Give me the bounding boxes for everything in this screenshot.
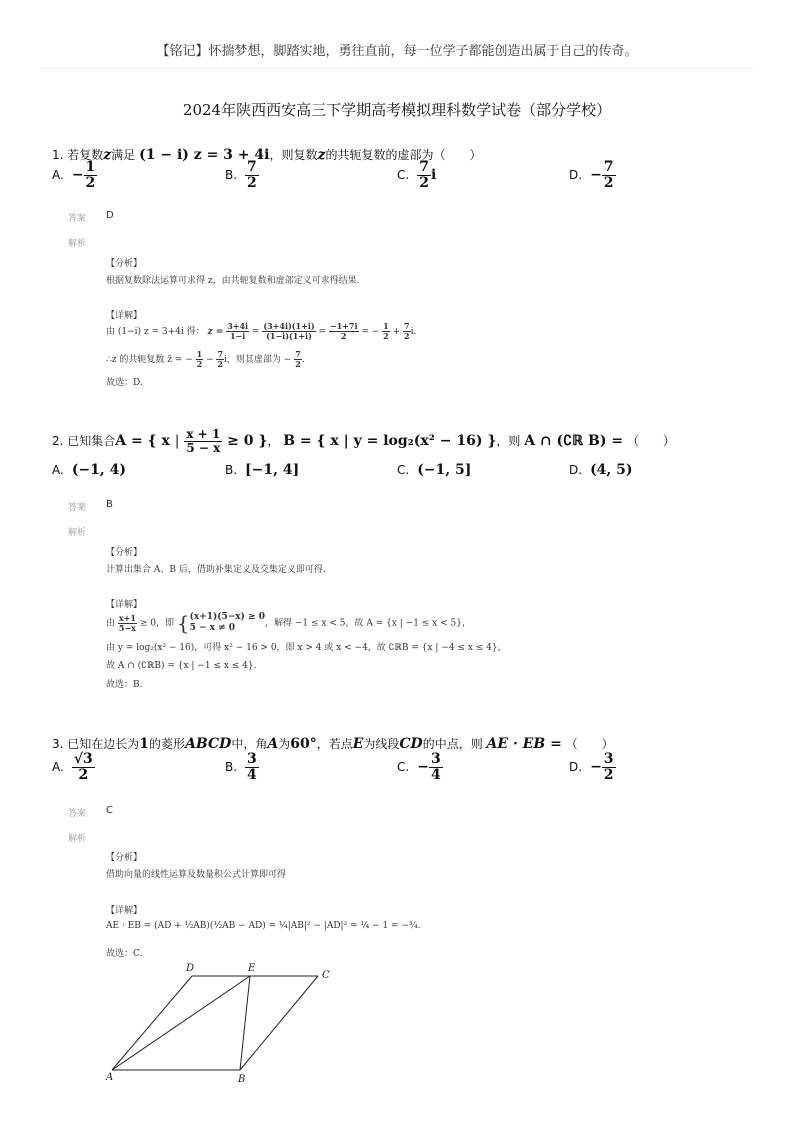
vertex-b-label: B <box>238 1074 246 1084</box>
question-1-option-c[interactable] <box>397 160 436 190</box>
detail-line-3: 故 A ∩ (∁ℝB) = {x | −1 ≤ x ≤ 4}. <box>106 661 257 671</box>
numerator: −1+7i <box>329 321 358 331</box>
question-3-option-c[interactable] <box>397 752 443 782</box>
xiangjie-heading: 【详解】 <box>106 600 143 610</box>
answer-value: D <box>106 210 114 221</box>
option-fraction <box>417 160 431 190</box>
vertex-c-label: C <box>322 970 330 981</box>
numerator: √3 <box>73 751 93 767</box>
point-e-label: E <box>248 963 256 974</box>
denominator: 2 <box>295 358 301 369</box>
xiangjie-heading: 【详解】 <box>106 311 143 321</box>
math-var: A <box>267 736 279 752</box>
fenxi-text: 借助向量的线性运算及数量积公式计算即可得 <box>106 870 287 880</box>
option-label: A. <box>52 462 64 477</box>
answer-key-label: 答案 <box>68 503 87 513</box>
detail-line-2: ∴z 的共轭复数 z̄ = − $\frac{1}{2}$ − $\frac{7}{2}$ i，则其虚部为 − $\frac{7}{2}$ . <box>106 349 305 369</box>
denominator: 2 <box>603 766 614 783</box>
stem-text: 为 <box>278 737 291 751</box>
stem-text: ，则 <box>496 434 521 449</box>
set-a-left: A = { x <box>115 433 170 450</box>
vector-expression: AE · EB = <box>486 736 562 752</box>
question-3-option-a[interactable] <box>52 752 95 782</box>
question-3-option-b[interactable] <box>225 752 259 782</box>
option-value: (−1, 4) <box>71 462 127 478</box>
detail-text: 由 <box>106 618 116 629</box>
detail-line-3: 故选：D. <box>106 378 143 388</box>
answer-value: C <box>106 805 113 816</box>
denominator: 2 <box>85 174 96 191</box>
stem-text: （ ） <box>626 434 675 449</box>
option-value: (−1, 5] <box>417 462 472 478</box>
numerator: 1 <box>196 349 203 359</box>
denominator: 2 <box>196 358 203 369</box>
system-line: (x+1)(5−x) ≥ 0 <box>189 612 266 623</box>
option-fraction <box>429 752 443 782</box>
question-3-option-d[interactable] <box>569 752 616 782</box>
math-var: ABCD <box>185 736 232 752</box>
stem-text: 的菱形 <box>149 737 186 751</box>
numerator: 7 <box>404 321 410 331</box>
xiangjie-heading: 【详解】 <box>106 906 143 916</box>
detail-fraction <box>382 322 390 341</box>
stem-text: 的共轭复数的虚部为（ ） <box>325 148 482 162</box>
answer-key-label: 答案 <box>68 214 87 224</box>
rhombus-figure <box>100 958 340 1084</box>
detail-text: ≥ 0，即 <box>139 618 174 629</box>
question-1-option-d[interactable] <box>569 160 616 190</box>
stem-text: 若复数 <box>67 148 104 162</box>
fenxi-heading: 【分析】 <box>106 548 143 558</box>
option-sign: − <box>417 759 429 776</box>
denominator: 1−i <box>229 330 246 341</box>
detail-fraction <box>262 322 315 341</box>
header-divider <box>40 68 754 69</box>
numerator: 7 <box>247 159 257 175</box>
numerator: 3 <box>247 751 257 767</box>
detail-fraction <box>226 322 249 341</box>
option-sign: − <box>71 167 84 184</box>
answer-value: B <box>106 499 113 510</box>
numerator: 3 <box>430 751 441 767</box>
detail-text: i，则其虚部为 − <box>224 354 292 365</box>
edge-bc <box>240 976 318 1070</box>
option-sign: − <box>590 759 602 776</box>
numerator: (3+4i)(1+i) <box>263 321 315 331</box>
option-fraction <box>245 752 259 782</box>
option-fraction <box>84 160 98 190</box>
segment-eb <box>240 976 250 1070</box>
option-value: (4, 5) <box>590 462 633 478</box>
denominator: 4 <box>247 766 257 783</box>
numerator: 1 <box>85 159 96 175</box>
detail-fraction <box>196 350 204 369</box>
analysis-label: 解析 <box>68 834 87 844</box>
option-suffix: i <box>430 167 437 184</box>
brace-glyph: { <box>176 611 190 635</box>
denominator: (1−i)(1+i) <box>266 330 312 341</box>
option-fraction <box>72 752 95 782</box>
detail-fraction <box>118 614 137 633</box>
denominator: 2 <box>383 330 389 341</box>
stem-text: 满足 <box>111 148 136 162</box>
numerator: 7 <box>419 159 429 175</box>
detail-text: ，解得 −1 ≤ x < 5，故 A = {x | −1 ≤ x < 5}， <box>265 618 471 629</box>
detail-line-2: 由 y = log₂(x² − 16)，可得 x² − 16 > 0，即 x > 4 或 x < −4，故 ∁ℝB = {x | −4 ≤ x ≤ 4}， <box>106 643 507 653</box>
inequality-system <box>190 612 265 634</box>
detail-fraction <box>329 322 359 341</box>
detail-fraction <box>216 350 224 369</box>
set-a-fraction <box>184 428 222 454</box>
option-label: D. <box>569 167 583 182</box>
math-expression: A ∩ (∁ℝ B) = <box>524 433 624 450</box>
question-number: 2. <box>52 434 64 449</box>
denominator: 2 <box>217 358 224 369</box>
fenxi-text: 计算出集合 A、B 后，借助补集定义及交集定义即可得. <box>106 565 326 575</box>
detail-line-4: 故选：B. <box>106 680 143 690</box>
question-2-option-d[interactable] <box>569 462 633 478</box>
question-3-stem <box>52 735 614 752</box>
stem-text: 为线段 <box>363 737 400 751</box>
question-2-option-c[interactable] <box>397 462 471 478</box>
vertex-a-label: A <box>106 1072 114 1083</box>
option-label: C. <box>397 462 410 477</box>
edge-da <box>112 976 192 1070</box>
numerator: x + 1 <box>186 427 221 441</box>
detail-line-1 <box>106 611 471 635</box>
denominator: 2 <box>419 174 429 191</box>
system-line: 5 − x ≠ 0 <box>189 623 236 633</box>
detail-fraction <box>294 350 302 369</box>
vertex-d-label: D <box>186 963 195 974</box>
question-2-stem <box>52 428 675 454</box>
question-1-option-a[interactable] <box>52 160 97 190</box>
answer-key-label: 答案 <box>68 809 87 819</box>
math-angle: 60° <box>290 736 317 752</box>
question-2-option-b[interactable] <box>225 462 299 478</box>
option-label: C. <box>397 167 410 182</box>
numerator: 3 <box>603 751 614 767</box>
denominator: 2 <box>247 174 257 191</box>
math-equation: (1 − i) z = 3 + 4i <box>139 147 270 163</box>
detail-line-1: 由 (1−i) z = 3+4i 得： z = $\frac{3+4i}{1-i}$ = $\frac{(3+4i)(1+i)}{(1-i)(1+i)}$ = $\frac{-1+7i}{2}$ = − $\frac{1}{2}$ + $\frac{7}{2}$ i. <box>106 321 417 341</box>
numerator: x+1 <box>118 612 136 623</box>
segment-ae <box>112 976 250 1070</box>
stem-text: 的中点，则 <box>422 737 483 751</box>
detail-line-2: 故选：C. <box>106 949 143 959</box>
option-label: A. <box>52 167 64 182</box>
option-label: D. <box>569 759 583 774</box>
question-1-option-b[interactable] <box>225 160 259 190</box>
option-label: A. <box>52 759 64 774</box>
denominator: 2 <box>404 330 410 341</box>
stem-text: （ ） <box>565 737 614 751</box>
stem-text: ，则复数 <box>269 148 318 162</box>
math-var: CD <box>399 736 423 752</box>
motto-banner: 【铭记】怀揣梦想，脚踏实地，勇往直前，每一位学子都能创造出属于自己的传奇。 <box>156 44 638 59</box>
fenxi-heading: 【分析】 <box>106 853 143 863</box>
stem-text: 已知在边长为 <box>67 737 140 751</box>
option-sign: − <box>590 167 602 184</box>
detail-text: ∴z 的共轭复数 z̄ = − <box>106 354 193 365</box>
option-fraction <box>602 752 616 782</box>
set-a-expression: A = { x | $\frac{x + 1}{5 - x}$ ≥ 0 } <box>115 427 268 455</box>
option-label: B. <box>225 462 238 477</box>
detail-line-1: AE · EB = (AD + ½AB)(½AB − AD) = ¼|AB|² − |AD|² = ¼ − 1 = −¾. <box>106 921 421 931</box>
question-2-option-a[interactable] <box>52 462 126 478</box>
analysis-label: 解析 <box>68 239 87 249</box>
denominator: 4 <box>430 766 441 783</box>
set-a-right: ≥ 0 } <box>227 433 268 450</box>
denominator: 5 − x <box>186 440 221 455</box>
option-fraction <box>245 160 259 190</box>
math-var: E <box>352 736 364 752</box>
option-fraction <box>602 160 616 190</box>
option-label: B. <box>225 759 238 774</box>
denominator: 2 <box>603 174 614 191</box>
numerator: 7 <box>217 349 224 359</box>
numerator: 1 <box>383 321 389 331</box>
set-b-expression: B = { x | y = log₂(x² − 16) } <box>283 433 497 450</box>
option-label: C. <box>397 759 410 774</box>
stem-text: ，若点 <box>316 737 353 751</box>
analysis-label: 解析 <box>68 528 87 538</box>
denominator: 2 <box>340 330 347 341</box>
option-label: D. <box>569 462 583 477</box>
math-number: 1 <box>139 736 150 752</box>
stem-text: ， <box>267 434 280 449</box>
option-label: B. <box>225 167 238 182</box>
numerator: 3+4i <box>227 321 249 331</box>
question-number: 3. <box>52 737 64 751</box>
stem-text: 中，角 <box>231 737 268 751</box>
page-title: 2024年陕西西安高三下学期高考模拟理科数学试卷（部分学校） <box>182 101 612 119</box>
detail-math: z = <box>207 326 224 337</box>
fenxi-text: 根据复数除法运算可求得 z，由共轭复数和虚部定义可求得结果. <box>106 276 360 286</box>
question-number: 1. <box>52 148 64 162</box>
detail-fraction <box>403 322 411 341</box>
detail-text: 由 (1−i) z = 3+4i 得： <box>106 326 205 337</box>
math-var: z <box>103 147 112 163</box>
numerator: 7 <box>295 349 301 359</box>
denominator: 5−x <box>118 622 136 633</box>
math-var: z <box>317 147 326 163</box>
numerator: 7 <box>603 159 614 175</box>
stem-text: 已知集合 <box>67 434 116 449</box>
rhombus-lines <box>112 976 318 1070</box>
option-value: [−1, 4] <box>245 462 300 478</box>
denominator: 2 <box>78 766 89 783</box>
fenxi-heading: 【分析】 <box>106 259 143 269</box>
